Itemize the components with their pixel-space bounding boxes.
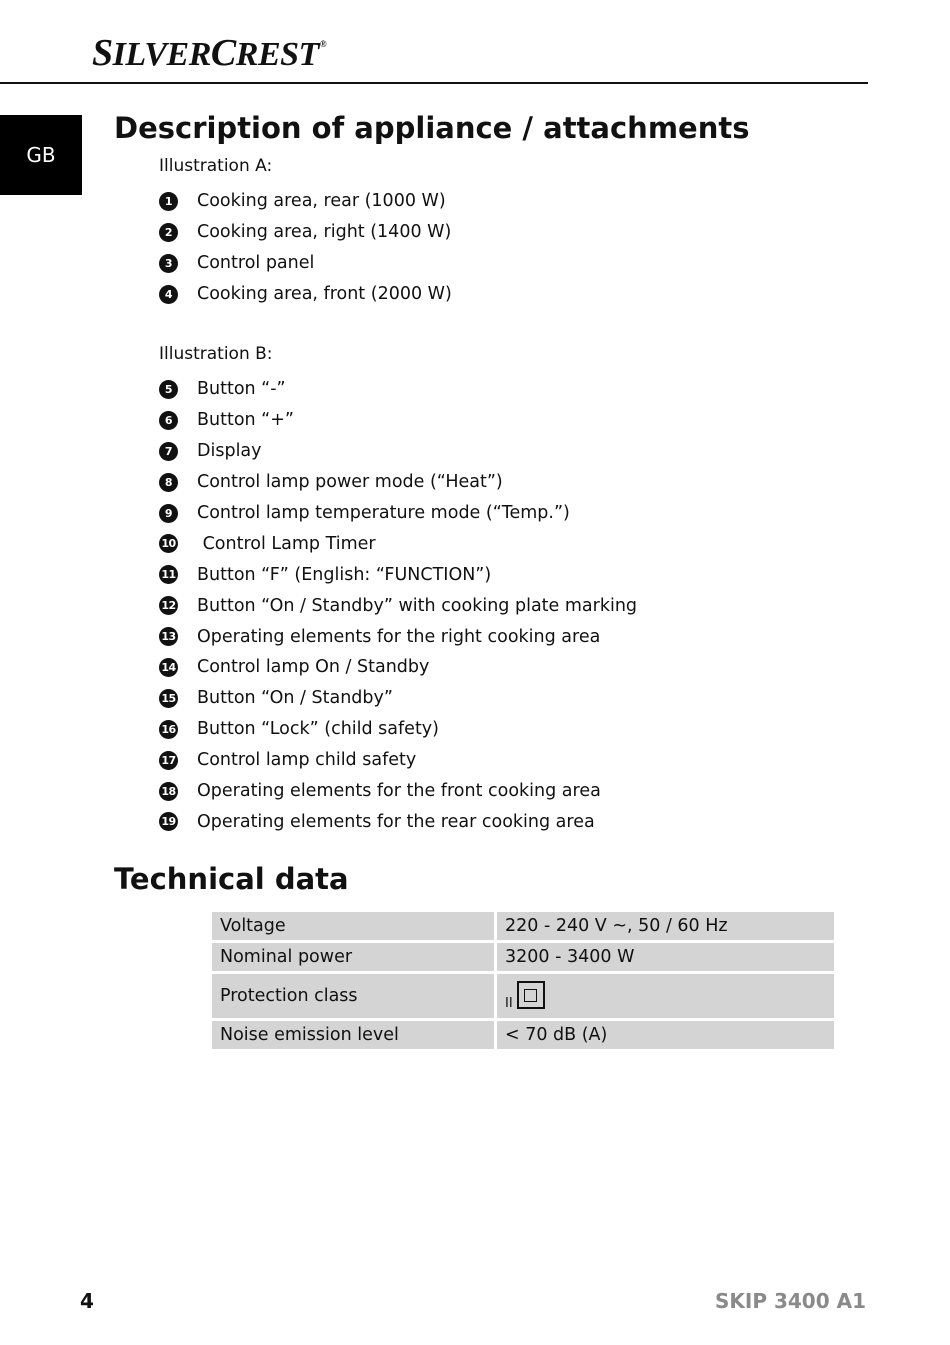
list-item <box>159 436 637 467</box>
illustration-a-label: Illustration A: <box>159 156 273 176</box>
item-text: Cooking area, rear (1000 W) <box>197 191 446 212</box>
row-label: Noise emission level <box>212 1021 497 1052</box>
item-number-badge: 1 <box>159 192 178 211</box>
item-text: Display <box>197 441 262 462</box>
section-title-technical: Technical data <box>114 862 349 896</box>
language-tab: GB <box>0 115 82 195</box>
list-item <box>159 279 452 310</box>
item-text: Button “On / Standby” <box>197 688 393 709</box>
list-item <box>159 621 637 652</box>
table-row <box>212 974 834 1021</box>
list-item <box>159 559 637 590</box>
row-label: Protection class <box>212 974 497 1021</box>
item-number-badge: 17 <box>159 751 178 770</box>
item-number-badge: 8 <box>159 473 178 492</box>
section-title-description: Description of appliance / attachments <box>114 111 750 145</box>
table-row <box>212 912 834 943</box>
item-text: Button “+” <box>197 410 294 431</box>
list-item <box>159 248 452 279</box>
item-text: Cooking area, front (2000 W) <box>197 284 452 305</box>
technical-data-table <box>212 912 834 1052</box>
list-item <box>159 652 637 683</box>
item-number-badge: 7 <box>159 442 178 461</box>
item-number-badge: 12 <box>159 596 178 615</box>
row-value: 3200 - 3400 W <box>497 943 834 974</box>
item-number-badge: 3 <box>159 254 178 273</box>
item-text: Control lamp On / Standby <box>197 657 430 678</box>
item-number-badge: 13 <box>159 627 178 646</box>
illustration-a-list <box>159 186 452 310</box>
list-item <box>159 467 637 498</box>
protection-class-value: II <box>505 996 513 1011</box>
list-item <box>159 186 452 217</box>
item-text: Operating elements for the front cooking area <box>197 781 601 802</box>
list-item <box>159 217 452 248</box>
item-number-badge: 18 <box>159 782 178 801</box>
row-value: 220 - 240 V ~, 50 / 60 Hz <box>497 912 834 943</box>
item-number-badge: 14 <box>159 658 178 677</box>
list-item <box>159 714 637 745</box>
item-text: Control lamp child safety <box>197 750 417 771</box>
row-label: Nominal power <box>212 943 497 974</box>
illustration-b-list <box>159 374 637 837</box>
row-label: Voltage <box>212 912 497 943</box>
table-row <box>212 1021 834 1052</box>
item-number-badge: 5 <box>159 380 178 399</box>
item-number-badge: 15 <box>159 689 178 708</box>
item-text: Button “On / Standby” with cooking plate marking <box>197 595 638 616</box>
item-number-badge: 6 <box>159 411 178 430</box>
list-item <box>159 683 637 714</box>
double-insulation-icon <box>517 981 545 1009</box>
item-text: Control lamp power mode (“Heat”) <box>197 472 503 493</box>
item-text: Cooking area, right (1400 W) <box>197 222 452 243</box>
item-number-badge: 11 <box>159 565 178 584</box>
list-item <box>159 745 637 776</box>
brand-logo: SILVERCREST® <box>92 32 327 74</box>
page-number: 4 <box>80 1289 94 1313</box>
item-text: Operating elements for the right cooking area <box>197 626 601 647</box>
table-row <box>212 943 834 974</box>
item-text: Button “-” <box>197 379 286 400</box>
list-item <box>159 806 637 837</box>
item-text: Button “Lock” (child safety) <box>197 719 439 740</box>
item-text: Operating elements for the rear cooking area <box>197 811 595 832</box>
illustration-b-label: Illustration B: <box>159 344 273 364</box>
header-divider <box>0 82 868 84</box>
list-item <box>159 498 637 529</box>
item-number-badge: 4 <box>159 285 178 304</box>
list-item <box>159 374 637 405</box>
item-text: Button “F” (English: “FUNCTION”) <box>197 564 492 585</box>
item-text: Control Lamp Timer <box>197 533 376 554</box>
list-item <box>159 528 637 559</box>
item-number-badge: 9 <box>159 504 178 523</box>
row-value <box>497 974 834 1021</box>
list-item <box>159 405 637 436</box>
item-text: Control panel <box>197 253 315 274</box>
list-item <box>159 776 637 807</box>
model-name: SKIP 3400 A1 <box>715 1289 866 1313</box>
item-number-badge: 19 <box>159 812 178 831</box>
item-text: Control lamp temperature mode (“Temp.”) <box>197 503 570 523</box>
item-number-badge: 10 <box>159 534 178 553</box>
item-number-badge: 2 <box>159 223 178 242</box>
list-item <box>159 590 637 621</box>
item-number-badge: 16 <box>159 720 178 739</box>
row-value: < 70 dB (A) <box>497 1021 834 1052</box>
